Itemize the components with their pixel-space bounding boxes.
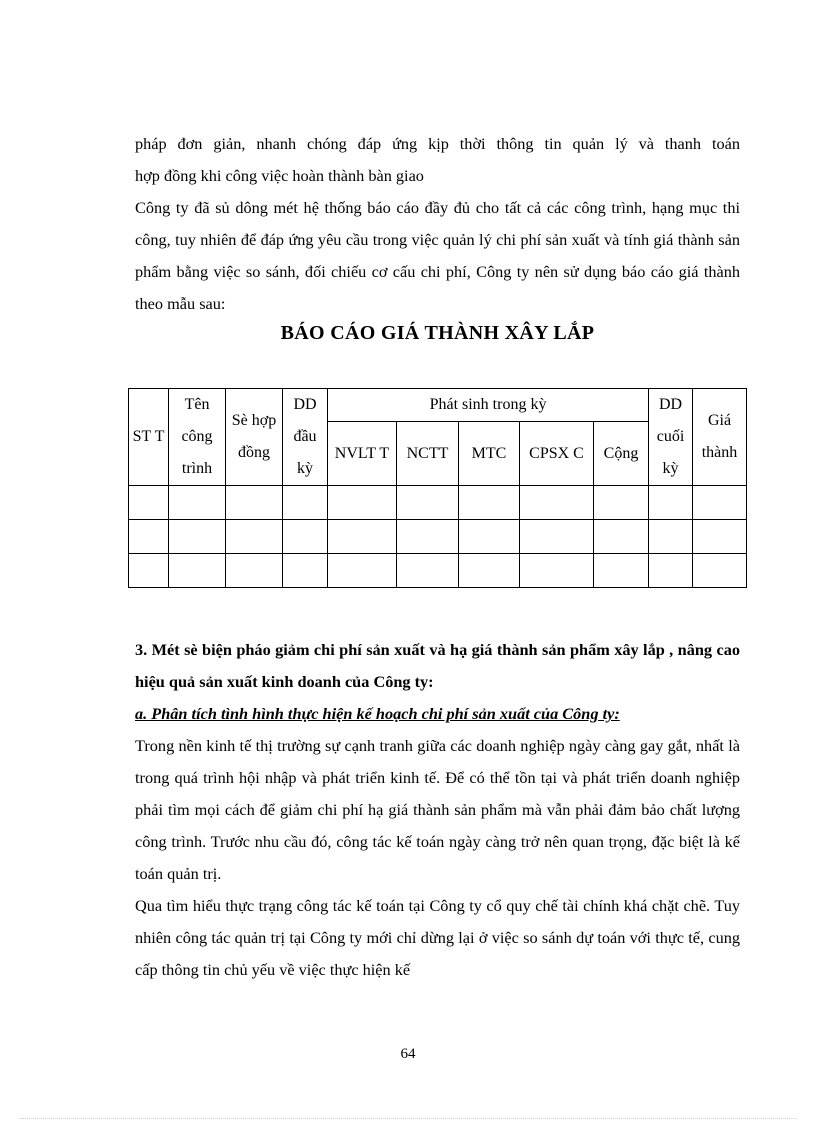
header-nvltt: NVLT T: [328, 422, 397, 486]
cost-report-table: [128, 388, 747, 588]
header-stt: ST T: [129, 389, 169, 486]
page-bottom-divider: [20, 1118, 796, 1119]
section-3-paragraph-2: Qua tìm hiểu thực trạng công tác kế toán tại Công ty cổ quy chế tài chính khá chặt chẽ. Tuy nhiên công tác quản trị tại Công ty mới chỉ dừng lại ở việc so sánh dự toán với thực tế, cung cấp thông tin chủ yếu về việc thực hiện kế: [135, 896, 740, 979]
header-dd-dau-ky: DD đầu kỳ: [283, 389, 328, 486]
header-mtc: MTC: [459, 422, 520, 486]
header-dd-cuoi-ky: DD cuối kỳ: [649, 389, 693, 486]
intro-paragraph-1-line-1: pháp đơn giản, nhanh chóng đáp ứng kịp thời thông tin quản lý và thanh toán: [135, 134, 740, 153]
section-3a-subheading: a. Phân tích tình hình thực hiện kế hoạch chi phí sản xuất của Công ty:: [135, 704, 620, 723]
table-row: [129, 554, 747, 588]
section-3-heading: 3. Mét sè biện pháo giảm chi phí sản xuất và hạ giá thành sản phẩm xây lắp , nâng cao hiệu quả sản xuất kinh doanh của Công ty:: [135, 640, 740, 691]
table-row: [129, 486, 747, 520]
header-phat-sinh-trong-ky: Phát sinh trong kỳ: [328, 389, 649, 422]
page-number: 64: [400, 1046, 416, 1062]
header-cong: Cộng: [594, 422, 649, 486]
header-cpsxc: CPSX C: [520, 422, 594, 486]
report-table-title: BÁO CÁO GIÁ THÀNH XÂY LẮP: [280, 322, 595, 344]
section-3: [135, 634, 740, 986]
table-row: [129, 520, 747, 554]
intro-paragraph-2: Công ty đã sủ dông mét hệ thống báo cáo đầy đủ cho tất cả các công trình, hạng mục thi công, tuy nhiên để đáp ứng yêu cầu trong việc quản lý chi phí sản xuất và tính giá thành sản phẩm bằng việc so sánh, đối chiếu cơ cấu chi phí, Công ty nên sử dụng báo cáo giá thành theo mẫu sau:: [135, 198, 740, 313]
intro-paragraph-1-line-2: hợp đồng khi công việc hoàn thành bàn giao: [135, 166, 424, 185]
header-ten-cong-trinh: Tên công trình: [169, 389, 226, 486]
header-so-hop-dong: Sè hợp đồng: [226, 389, 283, 486]
intro-section: [135, 128, 740, 320]
header-gia-thanh: Giá thành: [693, 389, 747, 486]
header-nctt: NCTT: [397, 422, 459, 486]
section-3-paragraph-1: Trong nền kinh tế thị trường sự cạnh tranh giữa các doanh nghiệp ngày càng gay gắt, nhất là trong quá trình hội nhập và phát triển kinh tế. Để có thể tồn tại và phát triển doanh nghiệp phải tìm mọi cách để giảm chi phí hạ giá thành sản phẩm mà vẫn phải đảm bảo chất lượng công trình. Trước nhu cầu đó, công tác kế toán ngày càng trở nên quan trọng, đặc biệt là kế toán quản trị.: [135, 736, 740, 883]
